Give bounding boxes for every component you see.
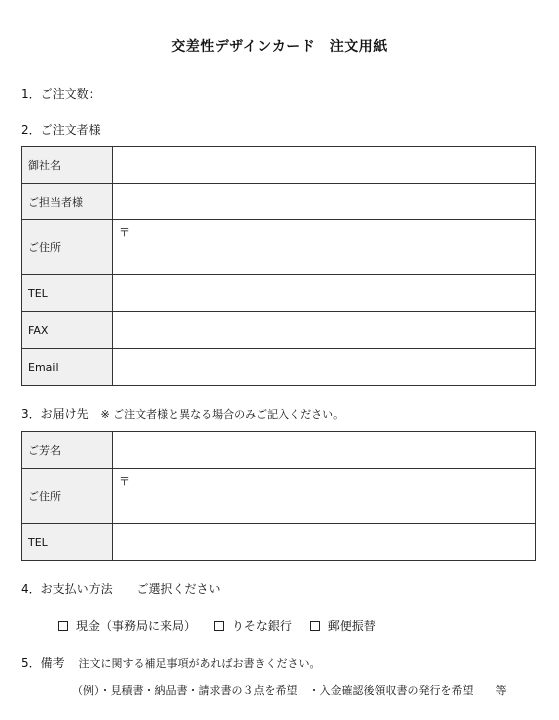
delivery-heading: 3．お届け先 xyxy=(21,407,89,421)
table-row xyxy=(22,469,536,524)
delivery-table xyxy=(21,431,536,561)
postal-mark: 〒 xyxy=(119,226,130,239)
email-label: Email xyxy=(22,349,113,386)
table-row xyxy=(22,432,536,469)
email-field[interactable] xyxy=(113,349,536,386)
table-row xyxy=(22,349,536,386)
tel-label: TEL xyxy=(22,275,113,312)
payment-options xyxy=(58,617,376,634)
fax-field[interactable] xyxy=(113,312,536,349)
address-field[interactable] xyxy=(113,220,536,275)
table-row xyxy=(22,147,536,184)
recipient-name-field[interactable] xyxy=(113,432,536,469)
payment-option-label: 郵便振替 xyxy=(327,619,376,633)
fax-label: FAX xyxy=(22,312,113,349)
checkbox-icon[interactable] xyxy=(310,621,320,631)
checkbox-icon[interactable] xyxy=(58,621,68,631)
company-name-label: 御社名 xyxy=(22,147,113,184)
checkbox-icon[interactable] xyxy=(214,621,224,631)
section-order-quantity-label: 1．ご注文数： xyxy=(21,87,101,101)
remarks-note: 注文に関する補足事項があればお書きください。 xyxy=(78,657,321,670)
delivery-tel-label: TEL xyxy=(22,524,113,561)
section-remarks-label xyxy=(21,654,320,671)
delivery-tel-field[interactable] xyxy=(113,524,536,561)
payment-heading: 4．お支払い方法 xyxy=(21,582,113,596)
postal-mark: 〒 xyxy=(119,475,130,488)
payment-option-cash[interactable] xyxy=(58,619,200,633)
table-row xyxy=(22,220,536,275)
table-row xyxy=(22,312,536,349)
address-label: ご住所 xyxy=(22,220,113,275)
page-title: 交差性デザインカード 注文用紙 xyxy=(171,39,388,55)
table-row xyxy=(22,184,536,220)
section-delivery-label xyxy=(21,405,344,422)
table-row xyxy=(22,524,536,561)
remarks-example: （例）・見積書・納品書・請求書の３点を希望 ・入金確認後領収書の発行を希望 等 xyxy=(72,684,507,697)
payment-option-resona[interactable] xyxy=(214,619,296,633)
section-orderer-label: 2．ご注文者様 xyxy=(21,123,101,137)
payment-subheading: ご選択ください xyxy=(136,582,221,596)
delivery-address-field[interactable] xyxy=(113,469,536,524)
company-name-field[interactable] xyxy=(113,147,536,184)
payment-option-label: りそな銀行 xyxy=(231,619,292,633)
delivery-address-label: ご住所 xyxy=(22,469,113,524)
tel-field[interactable] xyxy=(113,275,536,312)
table-row xyxy=(22,275,536,312)
contact-person-label: ご担当者様 xyxy=(22,184,113,220)
delivery-note: ※ ご注文者様と異なる場合のみご記入ください。 xyxy=(100,408,345,421)
recipient-name-label: ご芳名 xyxy=(22,432,113,469)
payment-option-postal-transfer[interactable] xyxy=(310,619,376,633)
remarks-heading: 5．備考 xyxy=(21,656,65,670)
contact-person-field[interactable] xyxy=(113,184,536,220)
payment-option-label: 現金（事務局に来局） xyxy=(76,619,197,633)
section-payment-label xyxy=(21,580,220,597)
orderer-table xyxy=(21,146,536,386)
